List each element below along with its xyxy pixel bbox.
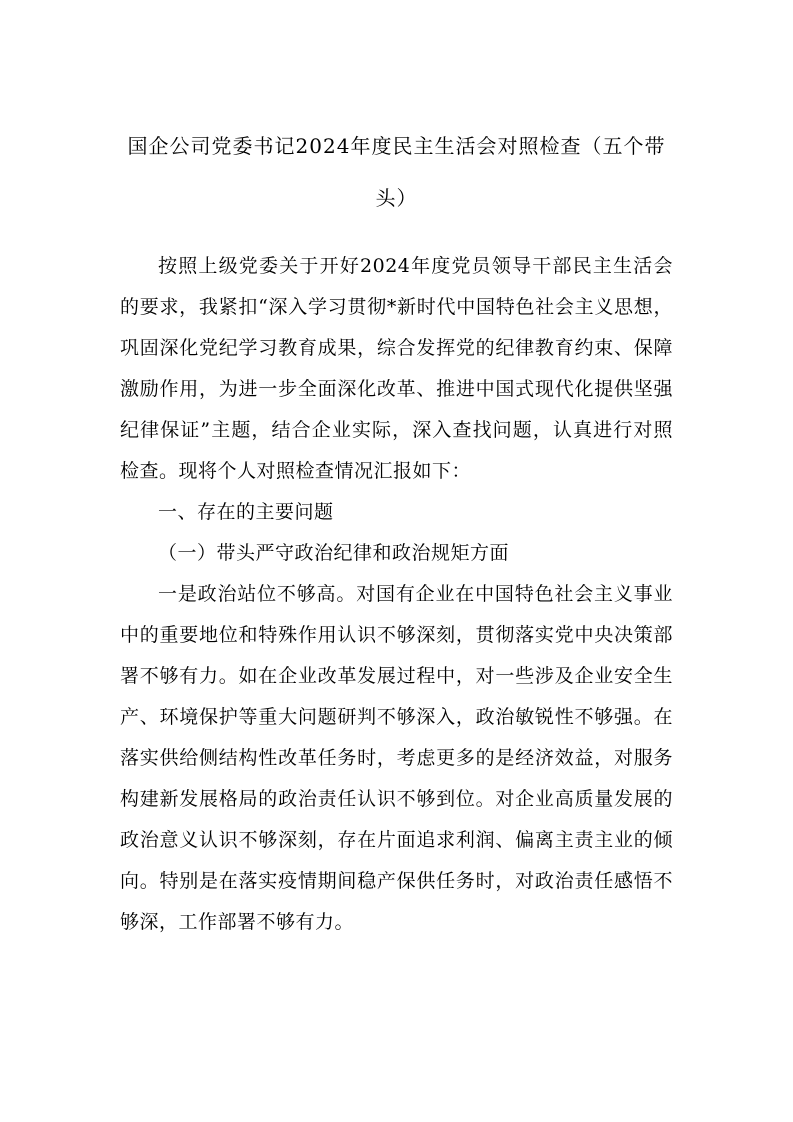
document-body — [120, 246, 673, 943]
title-line-2: 头） — [375, 186, 418, 210]
subsection-heading-1: （一）带头严守政治纪律和政治规矩方面 — [158, 542, 510, 564]
point-paragraph-1: 一是政治站位不够高。对国有企业在中国特色社会主义事业中的重要地位和特殊作用认识不够深刻，贯彻落实党中央决策部署不够有力。如在企业改革发展过程中，对一些涉及企业安全生产、环境保护等重大问题研判不够深入，政治敏锐性不够强。在落实供给侧结构性改革任务时，考虑更多的是经济效益，对服务构建新发展格局的政治责任认识不够到位。对企业高质量发展的政治意义认识不够深刻，存在片面追求利润、偏离主责主业的倾向。特别是在落实疫情期间稳产保供任务时，对政治责任感悟不够深，工作部署不够有力。 — [120, 583, 673, 933]
document-title — [120, 120, 673, 224]
title-line-1: 国企公司党委书记2024年度民主生活会对照检查（五个带 — [127, 134, 666, 158]
intro-paragraph: 按照上级党委关于开好2024年度党员领导干部民主生活会的要求，我紧扣“深入学习贯彻*新时代中国特色社会主义思想，巩固深化党纪学习教育成果，综合发挥党的纪律教育约束、保障激励作用，为进一步全面深化改革、推进中国式现代化提供坚强纪律保证”主题，结合企业实际，深入查找问题，认真进行对照检查。现将个人对照检查情况汇报如下： — [120, 255, 673, 482]
section-heading-1: 一、存在的主要问题 — [158, 501, 334, 523]
